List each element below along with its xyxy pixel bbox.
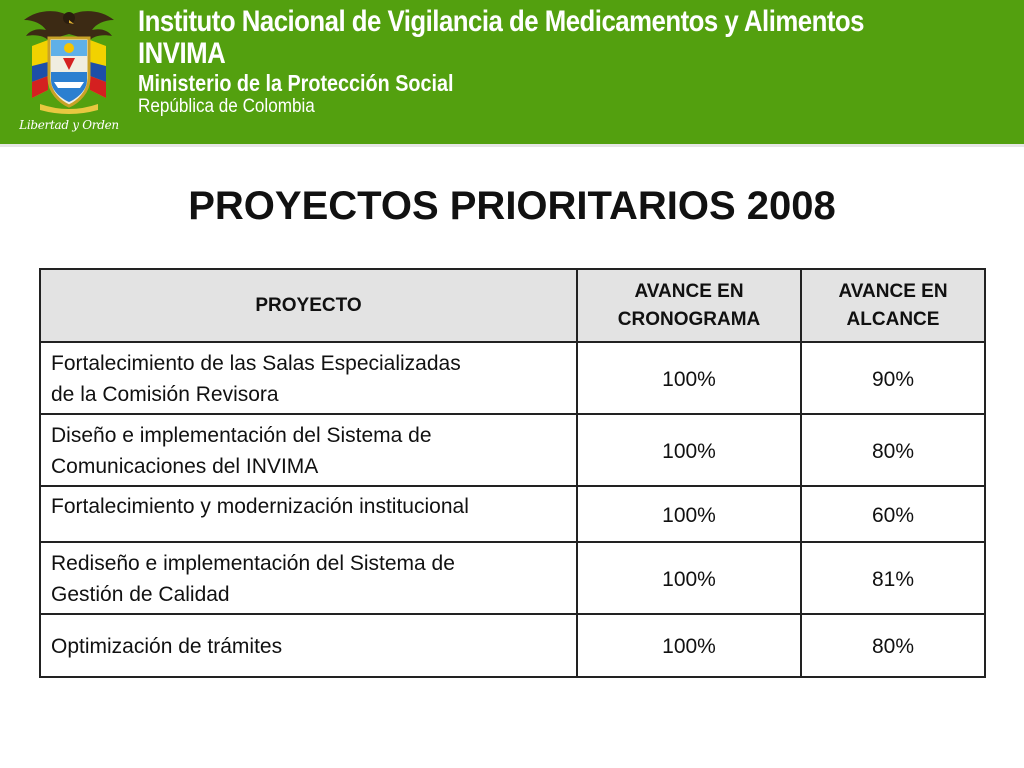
schedule-progress-cell: 100% [577,342,801,414]
project-name-line: Gestión de Calidad [51,583,230,606]
scope-progress-cell: 60% [801,486,985,542]
column-header-scope-line1: AVANCE EN [838,280,948,302]
country-name: República de Colombia [138,96,315,117]
institute-acronym: INVIMA [138,37,226,70]
ministry-name: Ministerio de la Protección Social [138,70,454,96]
project-name-line: Diseño e implementación del Sistema de [51,424,432,447]
project-name-line: Fortalecimiento y modernización institucional [51,495,469,518]
column-header-scope [801,269,985,342]
project-name-line: Fortalecimiento de las Salas Especializadas [51,352,461,375]
table-row [40,342,985,414]
project-cell [40,542,577,614]
scope-progress-cell: 90% [801,342,985,414]
table-row [40,486,985,542]
table-row [40,614,985,677]
project-name-line: de la Comisión Revisora [51,383,279,406]
table-header-row [40,269,985,342]
project-name-line: Rediseño e implementación del Sistema de [51,552,455,575]
project-cell [40,414,577,486]
institute-name: Instituto Nacional de Vigilancia de Medicamentos y Alimentos [138,5,865,38]
header-banner [0,0,1024,147]
table-row [40,414,985,486]
project-name-line: Comunicaciones del INVIMA [51,455,319,478]
scope-progress-cell: 81% [801,542,985,614]
scope-progress-cell: 80% [801,614,985,677]
schedule-progress-cell: 100% [577,614,801,677]
column-header-project: PROYECTO [40,269,577,342]
column-header-scope-line2: ALCANCE [846,308,940,330]
column-header-schedule-line1: AVANCE EN [634,280,744,302]
column-header-schedule [577,269,801,342]
column-header-schedule-line2: CRONOGRAMA [617,308,761,330]
scope-progress-cell: 80% [801,414,985,486]
schedule-progress-cell: 100% [577,414,801,486]
colombia-coat-of-arms-icon [18,6,120,141]
table-row [40,542,985,614]
project-cell [40,486,577,542]
project-name-line: Optimización de trámites [51,635,283,658]
header-titles [138,6,982,118]
project-cell [40,614,577,677]
page-title: PROYECTOS PRIORITARIOS 2008 [188,184,836,228]
schedule-progress-cell: 100% [577,486,801,542]
project-cell [40,342,577,414]
schedule-progress-cell: 100% [577,542,801,614]
crest-caption: Libertad y Orden [19,118,119,132]
projects-table [39,268,986,678]
